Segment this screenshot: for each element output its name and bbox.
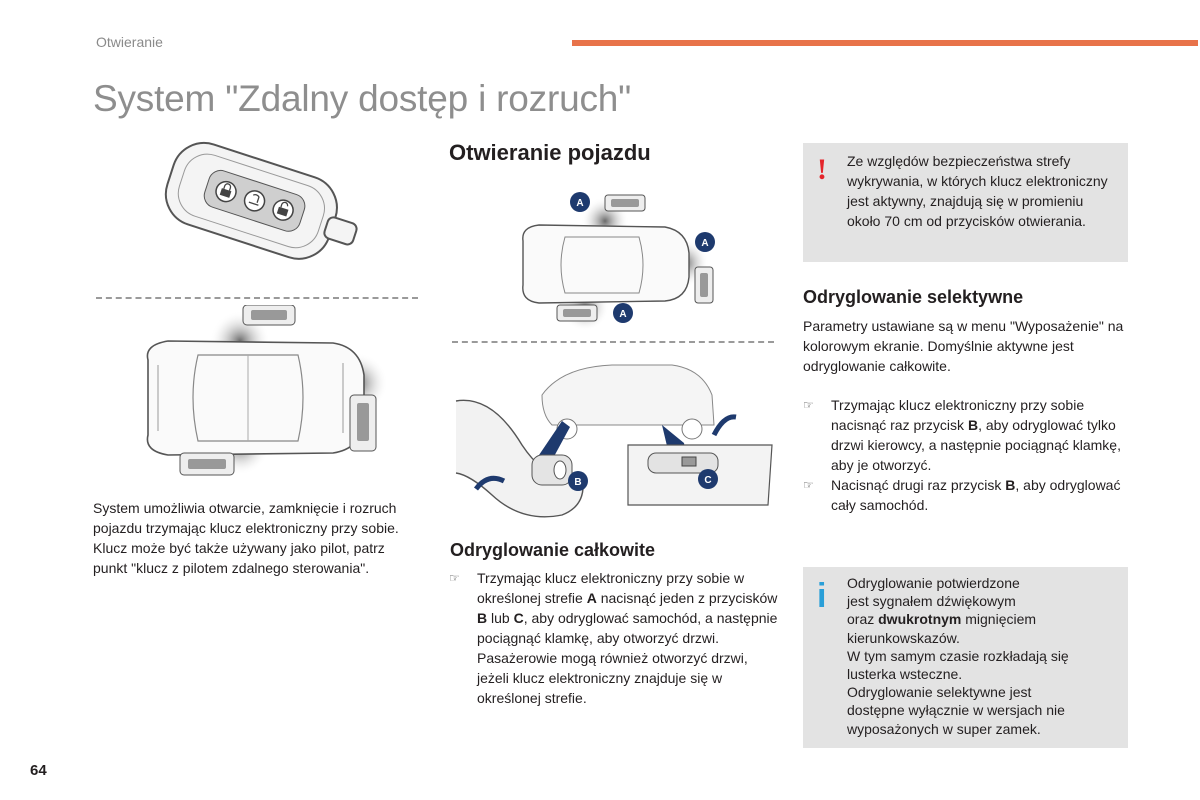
smart-key-illustration xyxy=(150,140,370,280)
warning-box xyxy=(803,143,1128,262)
info-icon: i xyxy=(817,577,827,615)
passengers-paragraph: Pasażerowie mogą również otworzyć drzwi, jeżeli klucz elektroniczny znajduje się w określonej strefie. xyxy=(477,650,748,706)
list-item: ☞ Nacisnąć drugi raz przycisk B, aby odryglować cały samochód. xyxy=(803,477,1121,513)
bullet-arrow-icon: ☞ xyxy=(449,571,460,585)
list-item: ☞ Trzymając klucz elektroniczny przy sobie w określonej strefie A nacisnąć jeden z przycisków B lub C, aby odryglować samochód, a następnie pociągnąć klamkę, aby otworzyć drzwi. Pasażerowie mogą również otworzyć drzwi, jeżeli klucz elektroniczny znajduje się w określonej strefie. xyxy=(449,570,778,706)
opening-heading: Otwieranie pojazdu xyxy=(449,140,651,165)
full-unlock-heading: Odryglowanie całkowite xyxy=(450,540,656,560)
door-handle-illustration xyxy=(452,355,774,530)
left-text xyxy=(93,498,413,578)
zone-badge-a-top: A xyxy=(576,198,584,209)
selective-unlock-text xyxy=(803,316,1143,515)
separator xyxy=(452,341,774,343)
warning-text: Ze względów bezpieczeństwa strefy wykrywania, w których klucz elektroniczny jest aktywny, znajdują się w promieniu około 70 cm od przycisków otwierania. xyxy=(847,153,1108,229)
info-box xyxy=(803,567,1128,748)
warning-icon: ! xyxy=(817,153,827,186)
button-badge-b: B xyxy=(574,477,582,488)
selective-intro: Parametry ustawiane są w menu "Wyposażenie" na kolorowym ekranie. Domyślnie aktywne jest odryglowanie całkowite. xyxy=(803,318,1124,374)
list-item: ☞ Trzymając klucz elektroniczny przy sobie nacisnąć raz przycisk B, aby odryglować tylko drzwi kierowcy, a następnie pociągnąć klamkę, aby je otworzyć. xyxy=(803,397,1121,473)
left-paragraph-2: Klucz może być także używany jako pilot, patrz punkt "klucz z pilotem zdalnego sterowania". xyxy=(93,540,385,576)
detection-zone-illustration xyxy=(128,305,388,490)
selective-unlock-heading: Odryglowanie selektywne xyxy=(803,287,1024,307)
separator xyxy=(96,297,418,299)
left-paragraph-1: System umożliwia otwarcie, zamknięcie i rozruch pojazdu trzymając klucz elektroniczny przy sobie. xyxy=(93,500,399,536)
page-number: 64 xyxy=(30,762,47,779)
full-unlock-text xyxy=(449,568,779,708)
zone-badge-a-bottom: A xyxy=(619,309,627,320)
section-label: Otwieranie xyxy=(96,34,163,50)
info-text: Odryglowanie potwierdzone jest sygnałem dźwiękowym oraz dwukrotnym mignięciem kierunkowskazów. W tym samym czasie rozkładają się lusterka wsteczne. Odryglowanie selektywne jest dostępne wyłącznie w wersjach nie wyposażonych w super zamek. xyxy=(847,575,1069,737)
bullet-arrow-icon: ☞ xyxy=(803,478,814,492)
header-accent-bar xyxy=(572,40,1198,46)
vehicle-zones-illustration xyxy=(505,185,735,330)
button-badge-c: C xyxy=(704,475,712,486)
zone-badge-a-right: A xyxy=(701,238,709,249)
bullet-arrow-icon: ☞ xyxy=(803,398,814,412)
page-title: System "Zdalny dostęp i rozruch" xyxy=(93,78,632,119)
